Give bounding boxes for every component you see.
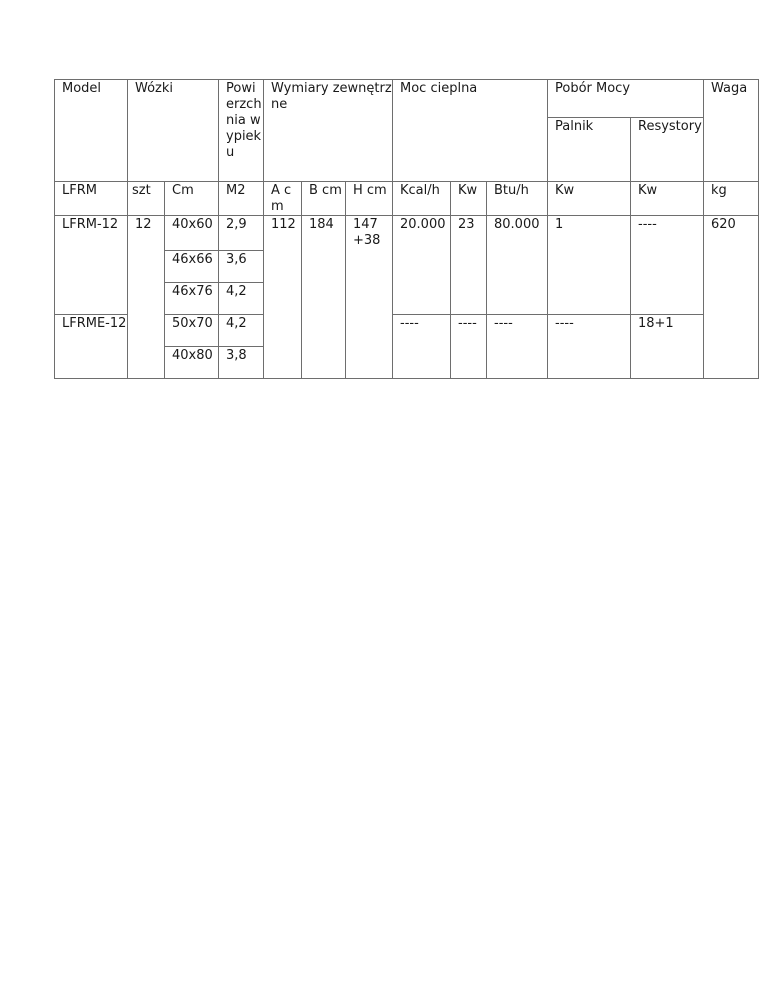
unit-kw: Kw [451, 182, 487, 216]
waga-value: 620 [704, 216, 759, 379]
model-lfrm-12: LFRM-12 [55, 216, 128, 315]
baking-area: 4,2 [219, 283, 264, 315]
header-wozki: Wózki [128, 80, 219, 182]
unit-szt: szt [128, 182, 165, 216]
spec-table [54, 79, 759, 379]
unit-b: B cm [302, 182, 346, 216]
kw-value: ---- [451, 315, 487, 379]
tray-size: 46x66 [165, 251, 219, 283]
unit-m2: M2 [219, 182, 264, 216]
palnik-value: 1 [548, 216, 631, 315]
header-resystory: Resystory [631, 118, 704, 182]
header-moc-cieplna: Moc cieplna [393, 80, 548, 182]
btu-value: 80.000 [487, 216, 548, 315]
unit-kg: kg [704, 182, 759, 216]
resystory-value: ---- [631, 216, 704, 315]
szt-value: 12 [128, 216, 165, 379]
dim-h: 147 +38 [346, 216, 393, 379]
baking-area: 2,9 [219, 216, 264, 251]
unit-cm: Cm [165, 182, 219, 216]
unit-a: A cm [264, 182, 302, 216]
kw-value: 23 [451, 216, 487, 315]
header-waga: Waga [704, 80, 759, 182]
header-powierzchnia: Powierzchnia wypieku [219, 80, 264, 182]
baking-area: 3,6 [219, 251, 264, 283]
dim-a: 112 [264, 216, 302, 379]
tray-size: 50x70 [165, 315, 219, 347]
kcal-value: ---- [393, 315, 451, 379]
kcal-value: 20.000 [393, 216, 451, 315]
header-pobor-mocy: Pobór Mocy [548, 80, 704, 118]
baking-area: 3,8 [219, 347, 264, 379]
resystory-value: 18+1 [631, 315, 704, 379]
baking-area: 4,2 [219, 315, 264, 347]
dim-b: 184 [302, 216, 346, 379]
tray-size: 40x60 [165, 216, 219, 251]
model-lfrme-12: LFRME-12 [55, 315, 128, 379]
unit-palnik-kw: Kw [548, 182, 631, 216]
unit-model: LFRM [55, 182, 128, 216]
unit-kcal: Kcal/h [393, 182, 451, 216]
unit-btu: Btu/h [487, 182, 548, 216]
btu-value: ---- [487, 315, 548, 379]
header-model: Model [55, 80, 128, 182]
unit-resystory-kw: Kw [631, 182, 704, 216]
tray-size: 40x80 [165, 347, 219, 379]
unit-h: H cm [346, 182, 393, 216]
palnik-value: ---- [548, 315, 631, 379]
header-palnik: Palnik [548, 118, 631, 182]
header-wymiary: Wymiary zewnętrzne [264, 80, 393, 182]
tray-size: 46x76 [165, 283, 219, 315]
